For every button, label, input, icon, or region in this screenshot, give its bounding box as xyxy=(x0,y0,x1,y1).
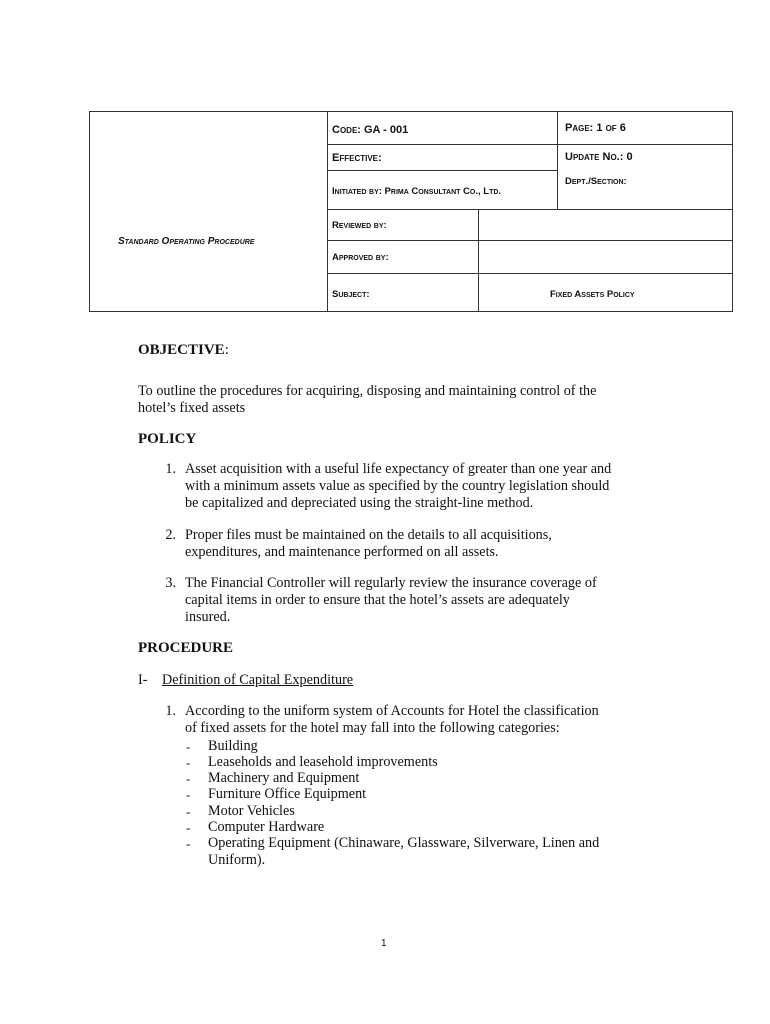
page-field: Page: 1 of 6 xyxy=(565,122,626,134)
objective-line: hotel’s fixed assets xyxy=(138,400,246,416)
divider xyxy=(327,273,733,274)
policy-item-line: insured. xyxy=(185,609,231,625)
bullet-dash: - xyxy=(186,820,191,835)
procedure-item-line: According to the uniform system of Accounts for Hotel the classification xyxy=(185,703,599,719)
bullet-dash: - xyxy=(186,804,191,819)
policy-item-number: 3. xyxy=(165,575,176,591)
objective-heading xyxy=(138,342,229,359)
reviewed-by-field: Reviewed by: xyxy=(332,220,387,231)
policy-item-number: 1. xyxy=(165,461,176,477)
approved-by-field: Approved by: xyxy=(332,252,389,263)
bullet-dash: - xyxy=(186,755,191,770)
bullet-dash: - xyxy=(186,739,191,754)
divider xyxy=(327,112,328,312)
category-item: Operating Equipment (Chinaware, Glassware, Silverware, Linen and xyxy=(208,835,600,851)
sop-header-table xyxy=(89,111,733,312)
policy-item-line: with a minimum assets value as specified by the country legislation should xyxy=(185,478,610,494)
policy-heading: POLICY xyxy=(138,431,197,447)
dept-section-field: Dept./Section: xyxy=(565,176,627,187)
bullet-dash: - xyxy=(186,771,191,786)
divider xyxy=(327,170,557,171)
policy-item-number: 2. xyxy=(165,527,176,543)
category-item: Building xyxy=(208,738,258,754)
bullet-dash: - xyxy=(186,787,191,802)
bullet-dash: - xyxy=(186,836,191,851)
policy-item-line: The Financial Controller will regularly review the insurance coverage of xyxy=(185,575,597,591)
divider xyxy=(557,112,558,209)
code-field: Code: GA - 001 xyxy=(332,124,409,136)
procedure-heading: PROCEDURE xyxy=(138,640,234,656)
policy-item-line: expenditures, and maintenance performed on all assets. xyxy=(185,544,499,560)
policy-item-line: capital items in order to ensure that the hotel’s assets are adequately xyxy=(185,592,570,608)
section-title: Definition of Capital Expenditure xyxy=(162,672,354,688)
procedure-item-line: of fixed assets for the hotel may fall into the following categories: xyxy=(185,720,560,736)
update-no-field: Update No.: 0 xyxy=(565,151,633,163)
section-number: I- xyxy=(138,672,148,688)
policy-item-line: Asset acquisition with a useful life expectancy of greater than one year and xyxy=(185,461,612,477)
category-item-continuation: Uniform). xyxy=(208,852,266,868)
objective-colon: : xyxy=(224,342,229,358)
divider xyxy=(327,144,733,145)
divider xyxy=(478,209,479,312)
category-item: Motor Vehicles xyxy=(208,803,295,819)
objective-line: To outline the procedures for acquiring, disposing and maintaining control of the xyxy=(138,383,597,399)
page-number: 1 xyxy=(381,938,387,949)
procedure-item-number: 1. xyxy=(165,703,176,719)
policy-item-line: be capitalized and depreciated using the straight-line method. xyxy=(185,495,534,511)
effective-field: Effective: xyxy=(332,152,382,164)
initiated-by-field: Initiated by: Prima Consultant Co., Ltd. xyxy=(332,186,502,197)
sop-title: Standard Operating Procedure xyxy=(118,236,255,247)
divider xyxy=(327,240,733,241)
subject-label: Subject: xyxy=(332,289,370,300)
category-item: Computer Hardware xyxy=(208,819,325,835)
category-item: Machinery and Equipment xyxy=(208,770,360,786)
divider xyxy=(327,209,733,210)
subject-value: Fixed Assets Policy xyxy=(550,289,635,300)
category-item: Leaseholds and leasehold improvements xyxy=(208,754,438,770)
category-item: Furniture Office Equipment xyxy=(208,786,367,802)
objective-heading-text: OBJECTIVE xyxy=(138,342,225,358)
policy-item-line: Proper files must be maintained on the details to all acquisitions, xyxy=(185,527,552,543)
